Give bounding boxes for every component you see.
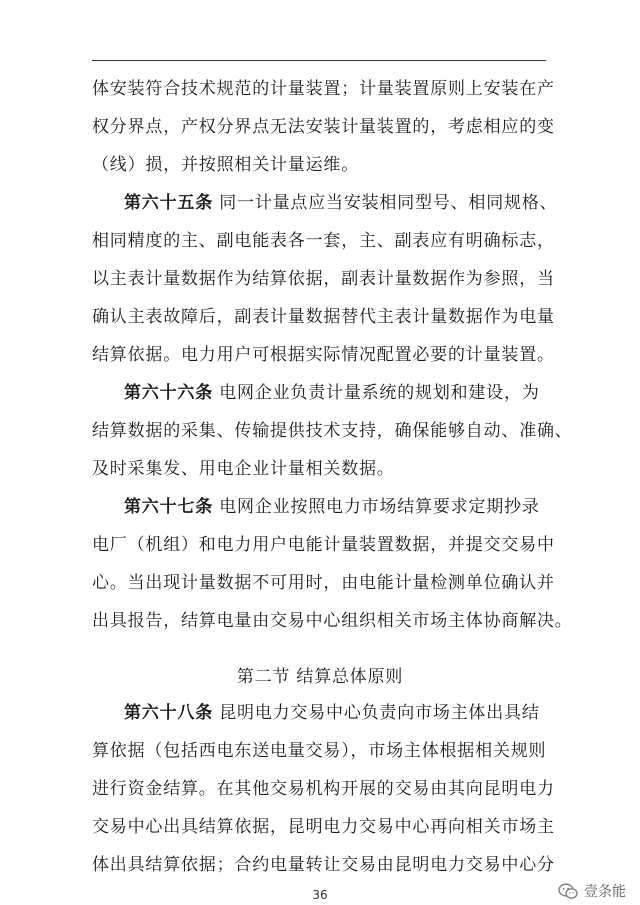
article-66-line: 第六十六条 电网企业负责计量系统的规划和建设，为 xyxy=(124,383,540,403)
text-line: （线）损，并按照相关计量运维。 xyxy=(92,155,359,175)
text-line: 及时采集发、用电企业计量相关数据。 xyxy=(92,459,395,479)
text-line: 结算依据。电力用户可根据实际情况配置必要的计量装置。 xyxy=(92,345,555,365)
text-line: 体安装符合技术规范的计量装置；计量装置原则上安装在产 xyxy=(92,79,555,99)
watermark-text: 壹条能 xyxy=(584,884,626,900)
text-line: 交易中心出具结算依据，昆明电力交易中心再向相关市场主 xyxy=(92,817,555,837)
text-line: 结算数据的采集、传输提供技术支持，确保能够自动、准确、 xyxy=(92,421,573,441)
text-line: 体出具结算依据；合约电量转让交易由昆明电力交易中心分 xyxy=(92,855,555,875)
text-line: 算依据（包括西电东送电量交易），市场主体根据相关规则 xyxy=(92,741,547,761)
text-line: 权分界点，产权分界点无法安装计量装置的，考虑相应的变 xyxy=(92,117,555,137)
article-number: 第六十六条 xyxy=(124,383,213,403)
article-65-line: 第六十五条 同一计量点应当安装相同型号、相同规格、 xyxy=(124,193,558,213)
header-rule xyxy=(92,60,546,61)
text-line: 心。当出现计量数据不可用时，由电能计量检测单位确认并 xyxy=(92,573,555,593)
article-number: 第六十五条 xyxy=(124,193,213,213)
page-number: 36 xyxy=(312,888,328,902)
text-line: 相同精度的主、副电能表各一套，主、副表应有明确标志， xyxy=(92,231,555,251)
section-heading: 第二节 结算总体原则 xyxy=(236,667,404,687)
wechat-icon xyxy=(558,883,578,900)
article-number: 第六十七条 xyxy=(124,497,213,517)
text-line: 确认主表故障后，副表计量数据替代主表计量数据作为电量 xyxy=(92,307,555,327)
text-line: 以主表计量数据作为结算依据，副表计量数据作为参照，当 xyxy=(92,269,555,289)
text-line: 出具报告，结算电量由交易中心组织相关市场主体协商解决。 xyxy=(92,611,573,631)
watermark xyxy=(558,880,626,902)
article-67-line: 第六十七条 电网企业按照电力市场结算要求定期抄录 xyxy=(124,497,540,517)
text-line: 电厂（机组）和电力用户电能计量装置数据，并提交交易中 xyxy=(92,535,555,555)
text-line: 进行资金结算。在其他交易机构开展的交易由其向昆明电力 xyxy=(92,779,555,799)
article-number: 第六十八条 xyxy=(124,703,213,723)
article-68-line: 第六十八条 昆明电力交易中心负责向市场主体出具结 xyxy=(124,703,540,723)
